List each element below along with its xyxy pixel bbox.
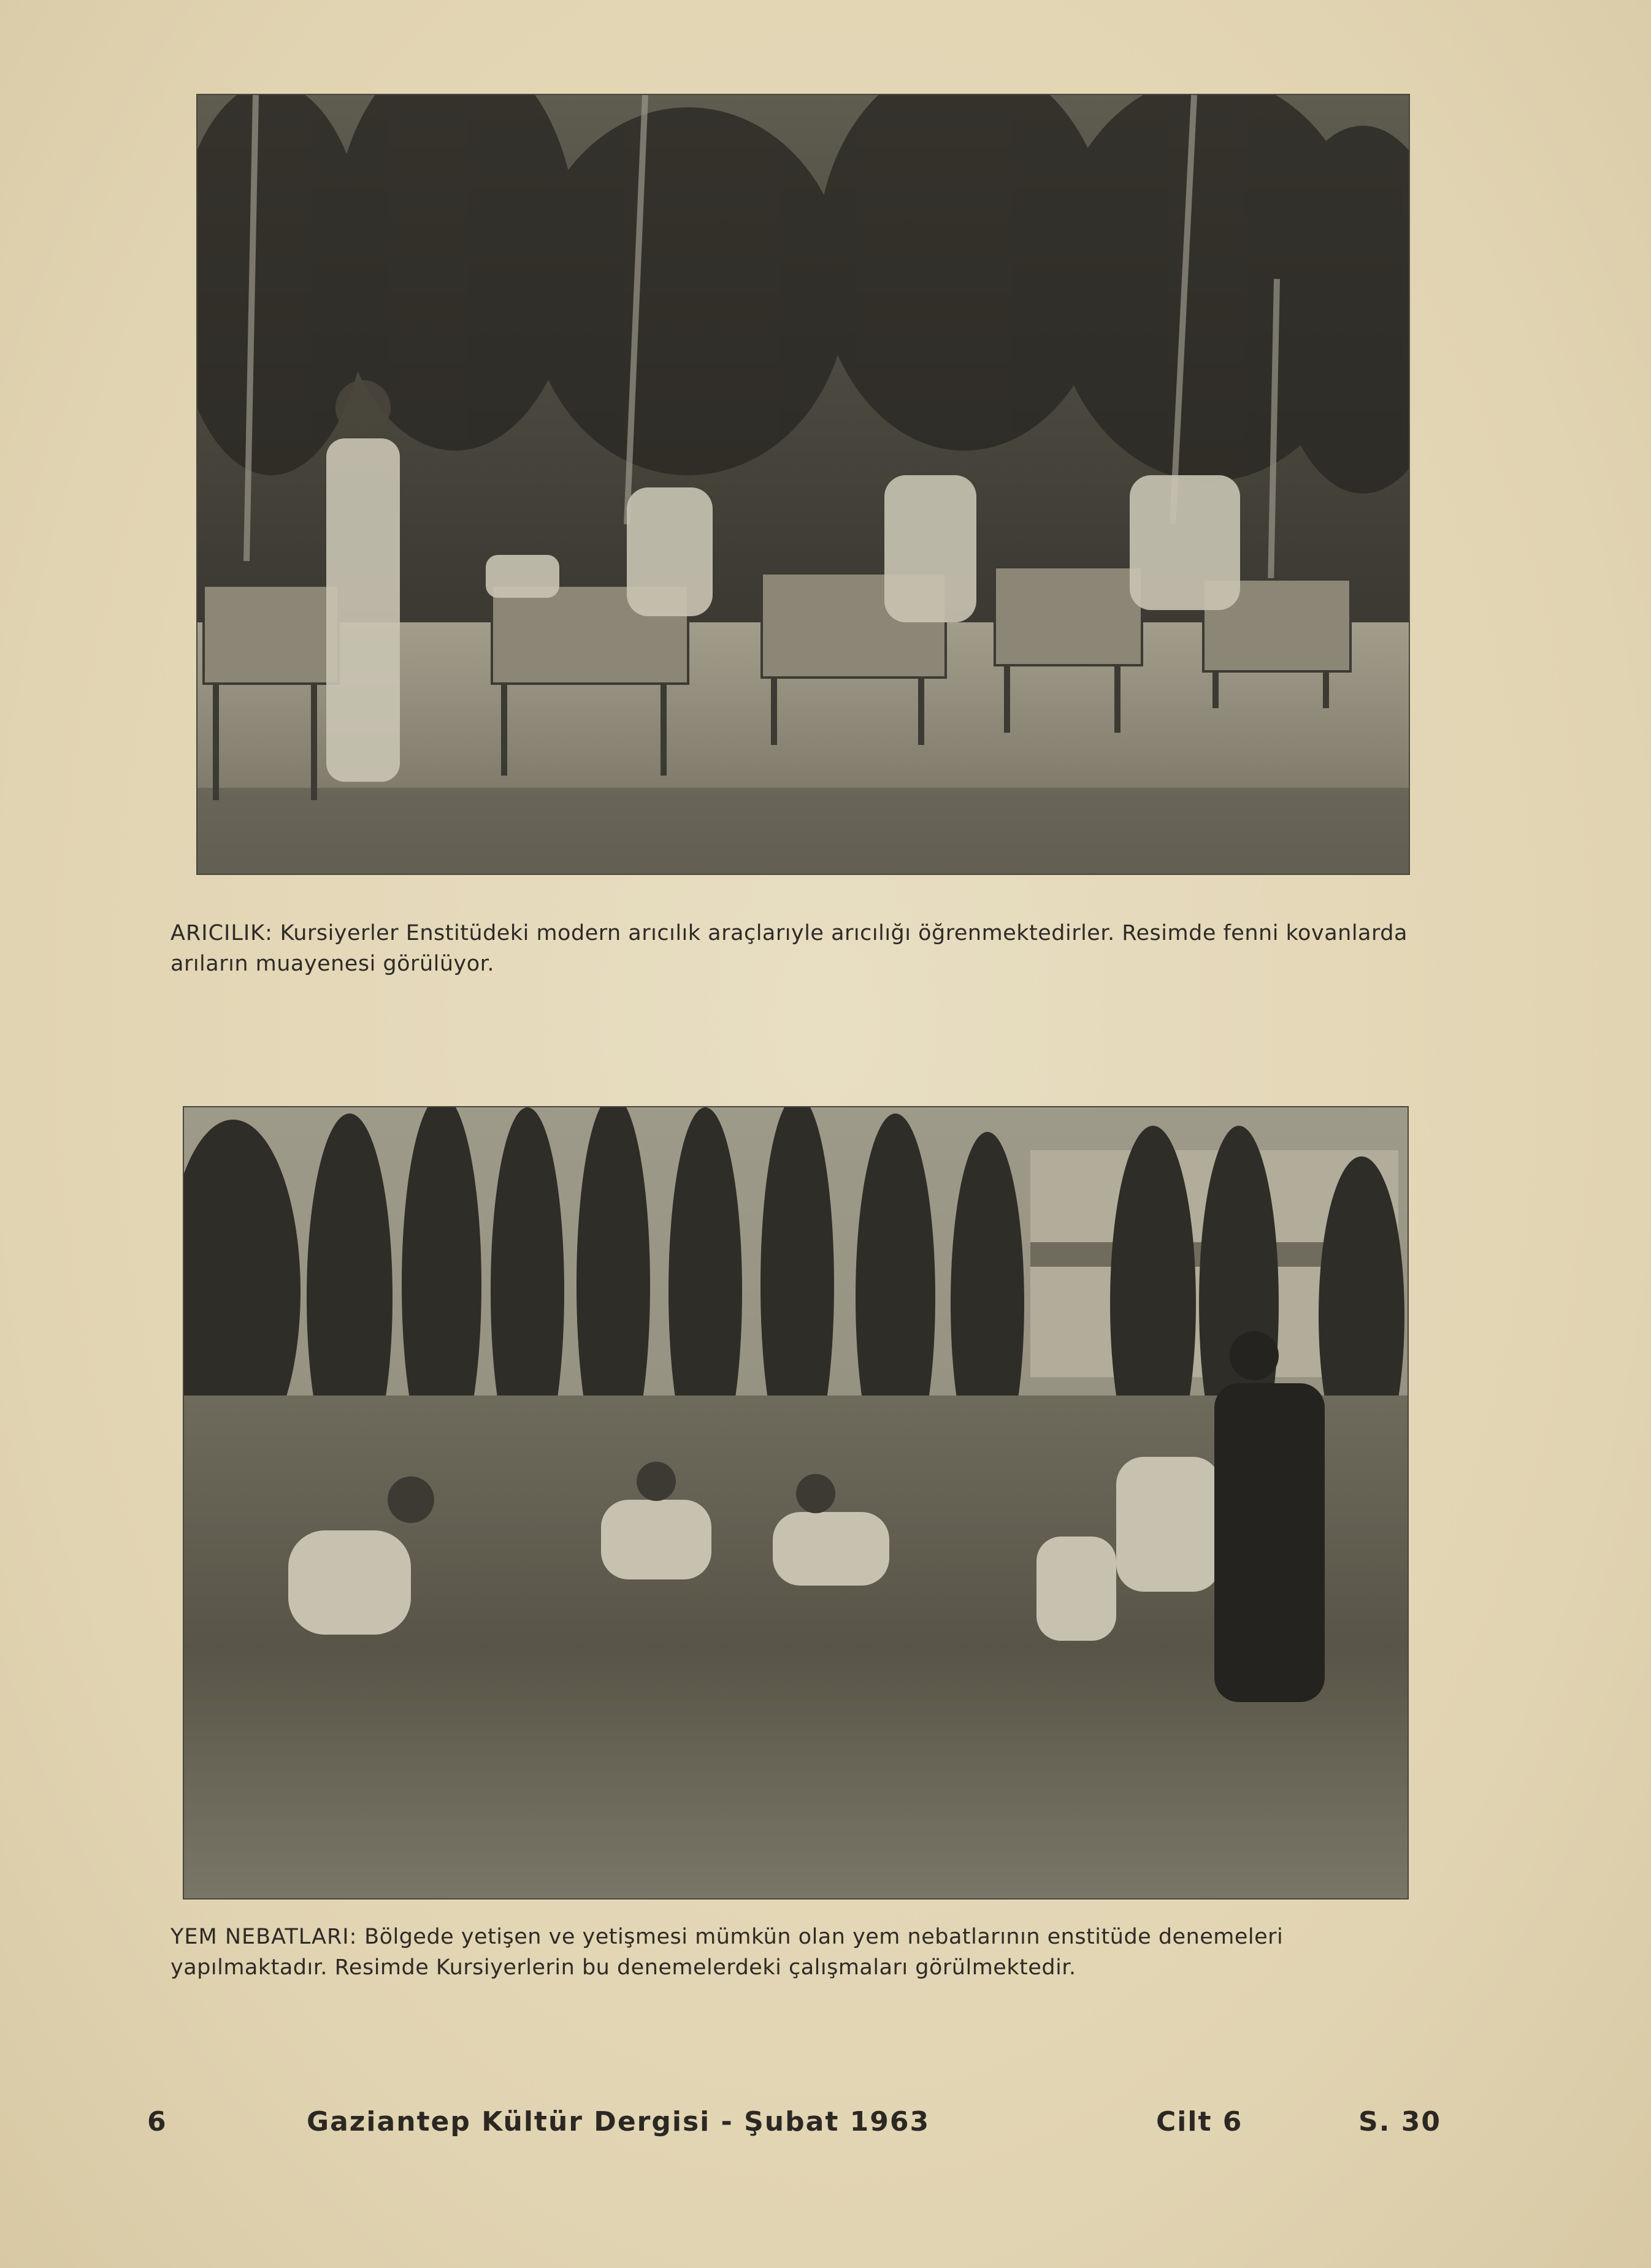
beekeeping-caption-text: Kursiyerler Enstitüdeki modern arıcılık araçlarıyle arıcılığı öğrenmektedirler. Resimde fenni kovanlarda arıların muayenesi görülüyor.	[170, 921, 1408, 976]
fodder-plants-caption-text: Bölgede yetişen ve yetişmesi mümkün olan yem nebatlarının enstitüde denemeleri yapılmaktadır. Resimde Kursiyerlerin bu denemelerdeki çalışmaları görülmektedir.	[170, 1925, 1284, 1980]
beekeeping-caption	[170, 918, 1434, 979]
fodder-plants-caption	[170, 1922, 1434, 1983]
page-footer	[0, 2106, 1651, 2143]
beekeeping-photo	[197, 95, 1409, 874]
publication-title: Gaziantep Kültür Dergisi - Şubat 1963	[307, 2106, 930, 2137]
fodder-plants-caption-lead: YEM NEBATLARI:	[170, 1925, 358, 1949]
issue-number: S. 30	[1358, 2106, 1441, 2137]
beekeeping-caption-lead: ARICILIK:	[170, 921, 273, 945]
fodder-plants-photo	[184, 1107, 1408, 1898]
fodder-plants-photo-image	[184, 1107, 1408, 1898]
page-number: 6	[147, 2106, 167, 2137]
volume-number: Cilt 6	[1156, 2106, 1243, 2137]
beekeeping-photo-image	[197, 95, 1409, 874]
